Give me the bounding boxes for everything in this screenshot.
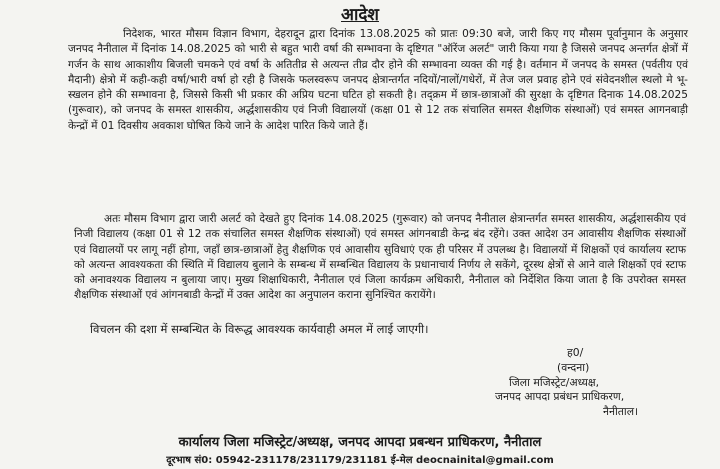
order-paragraph-2: अतः मौसम विभाग द्वारा जारी अलर्ट को देखते हुए दिनांक 14.08.2025 (गुरूवार) को जनपद नैनीताल क्षेत्रान्तर्गत समस्त शासकीय, अर्द्धशासकीय एवं निजी विद्यालय (कक्षा 01 से 12 तक संचालित समस्त शैक्षणिक संस्थाओं) एवं समस्त आंगनबाडी केन्द्र बंद रहेंगे। उक्त आदेश उन आवासीय शैक्षणिक संस्थाओं एवं विद्यालयों पर लागू नहीं होगा, जहाँ छात्र-छात्राओं हेतु शैक्षणिक एवं आवासीय सुविधाएं एक ही परिसर में उपलब्ध है। विद्यालयों में शिक्षकों एवं कार्यालय स्टाफ को अत्यन्त आवश्यकता की स्थिति में विद्यालय बुलाने के सम्बन्ध में सम्बन्धित विद्यालय के प्रधानाचार्य निर्णय ले सकेंगे, दूरस्थ क्षेत्रों से आने वाले शिक्षकों एवं स्टाफ को अनावश्यक विद्यालय न बुलाया जाए। मुख्य शिक्षाधिकारी, नैनीताल एवं जिला कार्यक्रम अधिकारी, नैनीताल को निर्देशित किया जाता है कि उपरोक्त समस्त शैक्षणिक संस्थाओं एवं आंगनबाडी केन्द्रों में उक्त आदेश का अनुपालन कराना सुनिश्चित करायेंगे। bbox=[74, 213, 686, 302]
order-paragraph-3: विचलन की दशा में सम्बन्धित के विरूद्ध आवश्यक कार्यवाही अमल में लाई जाएगी। bbox=[90, 322, 429, 336]
office-footer: कार्यालय जिला मजिस्ट्रेट/अध्यक्ष, जनपद आपदा प्रबन्धन प्राधिकरण, नैनीताल bbox=[178, 435, 542, 450]
signature-block bbox=[495, 346, 695, 420]
signatory-designation: जिला मजिस्ट्रेट/अध्यक्ष, bbox=[509, 375, 600, 389]
signatory-authority: जनपद आपदा प्रबंधन प्राधिकरण, bbox=[495, 390, 625, 404]
signatory-location: नैनीताल। bbox=[603, 405, 639, 419]
signatory-name: (वन्दना) bbox=[557, 360, 590, 374]
document-title bbox=[0, 2, 720, 25]
title-text: आदेश bbox=[341, 5, 379, 25]
order-paragraph-1: निदेशक, भारत मौसम विज्ञान विभाग, देहरादून द्वारा दिनांक 13.08.2025 को प्रातः 09:30 बजे, जारी किए गए मौसम पूर्वानुमान के अनुसार जनपद नैनीताल में दिनांक 14.08.2025 को भारी से बहुत भारी वर्षा की सम्भावना के दृष्टिगत "ऑरेंज अलर्ट" जारी किया गया है जिससे जनपद अन्तर्गत क्षेत्रों में गर्जन के साथ आकाशीय बिजली चमकने एवं वर्षा के अतितीव्र से अत्यन्त तीव्र दौर होने की सम्भावना व्यक्त की गई है। वर्तमान में जनपद के समस्त (पर्वतीय एवं मैदानी) क्षेत्रो में कही-कही वर्षा/भारी वर्षा हो रही है जिसके फलस्वरूप जनपद क्षेत्रान्तर्गत नदियों/नालों/गधेरों, में तेज जल प्रवाह होने एवं संवेदनशील स्थलो मे भू-स्खलन होने की सम्भावना है, जिससे किसी भी प्रकार की अप्रिय घटना घटित हो सकती है। तद्क्रम में छात्र-छात्राओं की सुरक्षा के दृष्टिगत दिनाक 14.08.2025 (गुरूवार), को जनपद के समस्त शासकीय, अर्द्धशासकीय एवं निजी विद्यालयों (कक्षा 01 से 12 तक संचालित समस्त शैक्षणिक संस्थाओं) एवं समस्त आगनबाड़ी केन्द्रों में 01 दिवसीय अवकाश घोषित किये जाने के आदेश पारित किये जाते हैं। bbox=[68, 28, 688, 132]
signature-mark: ह0/ bbox=[567, 346, 584, 359]
contact-footer: दूरभाष सं0: 05942-231178/231179/231181 ई-मेल deocnainital@gmail.com bbox=[166, 455, 554, 466]
